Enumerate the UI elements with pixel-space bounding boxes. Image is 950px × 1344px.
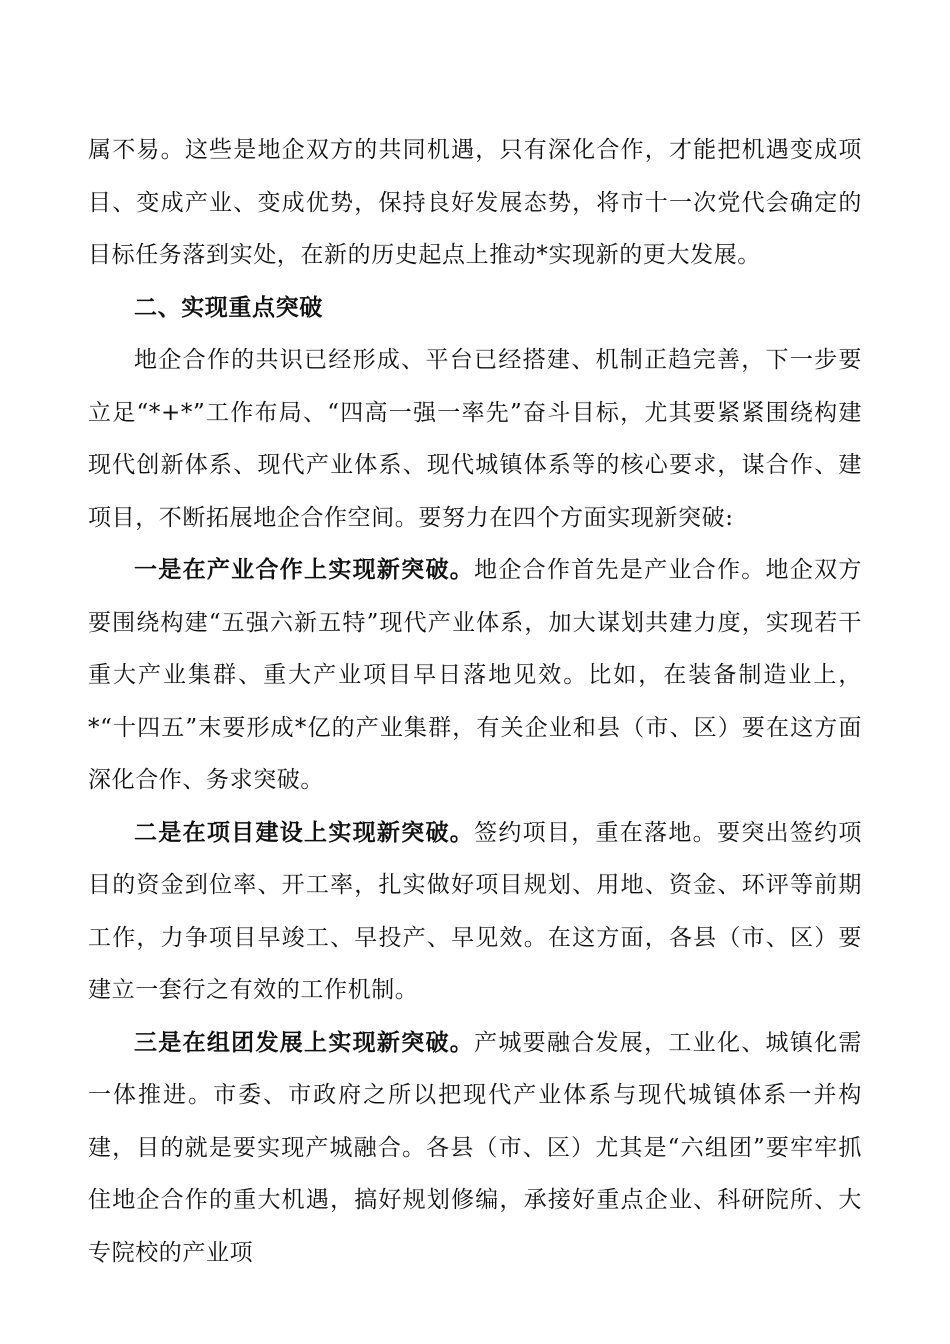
paragraph-lead: 一是在产业合作上实现新突破。 <box>134 556 475 583</box>
paragraph-intro: 地企合作的共识已经形成、平台已经搭建、机制正趋完善，下一步要立足“*+*”工作布局、“四高一强一率先”奋斗目标，尤其要紧紧围绕构建现代创新体系、现代产业体系、现代城镇体系等的核心要求，谋合作、建项目，不断拓展地企合作空间。要努力在四个方面实现新突破: <box>88 347 862 531</box>
paragraph-cluster-development <box>88 1017 862 1280</box>
paragraph-lead: 二是在项目建设上实现新突破。 <box>134 818 475 846</box>
paragraph-industry-cooperation <box>88 544 862 807</box>
paragraph-body: 产城要融合发展，工业化、城镇化需一体推进。市委、市政府之所以把现代产业体系与现代城镇体系一并构建，目的就是要实现产城融合。各县（市、区）尤其是“六组团”要牢牢抓住地企合作的重大机遇，搞好规划修编，承接好重点企业、科研院所、大专院校的产业项 <box>88 1029 862 1266</box>
paragraph-continuation: 属不易。这些是地企双方的共同机遇，只有深化合作，才能把机遇变成项目、变成产业、变成优势，保持良好发展态势，将市十一次党代会确定的目标任务落到实处，在新的历史起点上推动*实现新的更大发展。 <box>88 137 862 268</box>
document-body <box>88 124 862 1279</box>
section-heading: 二、实现重点突破 <box>134 293 323 321</box>
paragraph-body: 签约项目，重在落地。要突出签约项目的资金到位率、开工率，扎实做好项目规划、用地、资金、环评等前期工作，力争项目早竣工、早投产、早见效。在这方面，各县（市、区）要建立一套行之有效的工作机制。 <box>88 819 862 1003</box>
paragraph-body: 地企合作首先是产业合作。地企双方要围绕构建“五强六新五特”现代产业体系，加大谋划共建力度，实现若干重大产业集群、重大产业项目早日落地见效。比如，在装备制造业上，*“十四五”末要形成*亿的产业集群，有关企业和县（市、区）要在这方面深化合作、务求突破。 <box>88 557 862 793</box>
paragraph-project-construction <box>88 807 862 1017</box>
paragraph-lead: 三是在组团发展上实现新突破。 <box>134 1028 475 1056</box>
